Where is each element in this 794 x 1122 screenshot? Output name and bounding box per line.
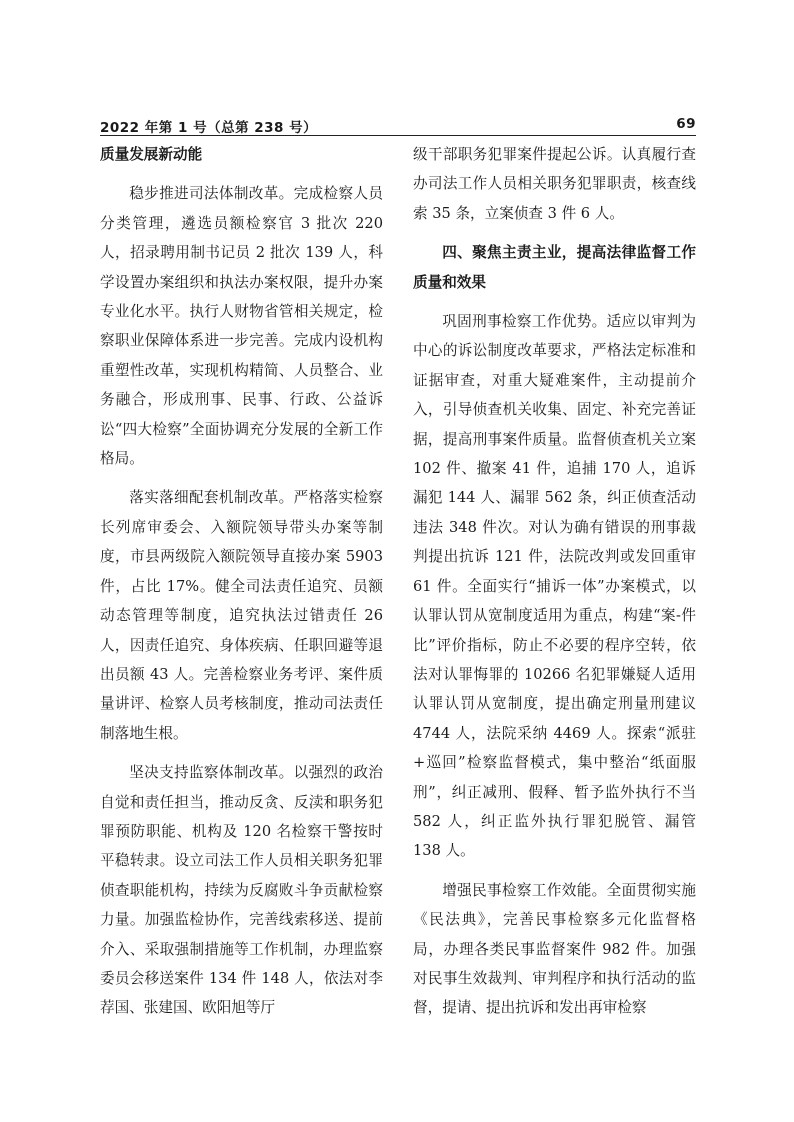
paragraph-title: 坚决支持监察体制改革。: [129, 764, 294, 782]
paragraph: [100, 179, 383, 473]
continued-heading: 质量发展新动能: [100, 146, 203, 163]
spacer: [100, 473, 383, 483]
paragraph-continuation: 级干部职务犯罪案件提起公诉。认真履行查办司法工作人员相关职务犯罪职责，核查线索 35 条，立案侦查 3 件 6 人。: [413, 146, 696, 222]
header-rule: [100, 135, 696, 136]
paragraph: [100, 758, 383, 1023]
issue-label: 2022 年第 1 号（总第 238 号）: [100, 120, 318, 136]
page-number: 69: [676, 116, 696, 132]
paragraph-title: 落实落细配套机制改革。: [129, 489, 294, 507]
paragraph-body: 严格落实检察长列席审委会、入额院领导带头办案等制度，市县两级院入额院领导直接办案 5903 件，占比 17%。健全司法责任追究、员额动态管理等制度，追究执法过错责任 26 人，因责任追究、身体疾病、任职回避等退出员额 43 人。完善检察业务考评、案件质量讲评、检察人员考核制度，推动司法责任制落地生根。: [100, 489, 383, 742]
spacer: [413, 297, 696, 307]
spacer: [100, 748, 383, 758]
running-header: [100, 116, 696, 136]
section-heading: 四、聚焦主责主业，提高法律监督工作质量和效果: [413, 244, 696, 291]
paragraph-body: 完成检察人员分类管理，遴选员额检察官 3 批次 220 人，招录聘用制书记员 2 批次 139 人，科学设置办案组织和执法办案权限，提升办案专业化水平。执行人财物省管相关规定，检察职业保障体系进一步完善。完成内设机构重塑性改革，实现机构精简、人员整合、业务融合，形成刑事、民事、行政、公益诉讼“四大检察”全面协调充分发展的全新工作格局。: [100, 185, 383, 468]
left-column: [100, 140, 383, 1023]
paragraph-title: 增强民事检察工作效能。: [442, 881, 607, 899]
paragraph-body: 适应以审判为中心的诉讼制度改革要求，严格法定标准和证据审查，对重大疑难案件，主动提前介入，引导侦查机关收集、固定、补充完善证据，提高刑事案件质量。监督侦查机关立案 102 件、撤案 41 件，追捕 170 人，追诉漏犯 144 人、漏罪 562 条，纠正侦查活动违法 348 件次。对认为确有错误的刑事裁判提出抗诉 121 件，法院改判或发回重审 61 件。全面实行“捕诉一体”办案模式，以认罪认罚从宽制度适用为重点，构建“案-件比”评价指标，防止不必要的程序空转，依法对认罪悔罪的 10266 名犯罪嫌疑人适用认罪认罚从宽制度，提出确定刑量刑建议 4744 人，法院采纳 4469 人。探索“派驻+巡回”检察监督模式，集中整治“纸面服刑”，纠正减刑、假释、暂予监外执行不当 582 人，纠正监外执行罪犯脱管、漏管 138 人。: [413, 313, 696, 860]
spacer: [100, 169, 383, 179]
paragraph-body: 全面贯彻实施《民法典》，完善民事检察多元化监督格局，办理各类民事监督案件 982 件。加强对民事生效裁判、审判程序和执行活动的监督，提请、提出抗诉和发出再审检察: [413, 881, 696, 1017]
paragraph: [100, 483, 383, 748]
paragraph: [413, 876, 696, 1023]
spacer: [413, 228, 696, 238]
spacer: [413, 866, 696, 876]
right-column: [413, 140, 696, 1023]
paragraph: [413, 307, 696, 866]
paragraph-title: 稳步推进司法体制改革。: [129, 185, 294, 203]
paragraph-title: 巩固刑事检察工作优势。: [442, 313, 607, 331]
paragraph-body: 以强烈的政治自觉和责任担当，推动反贪、反渎和职务犯罪预防职能、机构及 120 名检察干警按时平稳转隶。设立司法工作人员相关职务犯罪侦查职能机构，持续为反腐败斗争贡献检察力量。加强监检协作，完善线索移送、提前介入、采取强制措施等工作机制，办理监察委员会移送案件 134 件 148 人，依法对李荐国、张建国、欧阳旭等厅: [100, 764, 383, 1017]
